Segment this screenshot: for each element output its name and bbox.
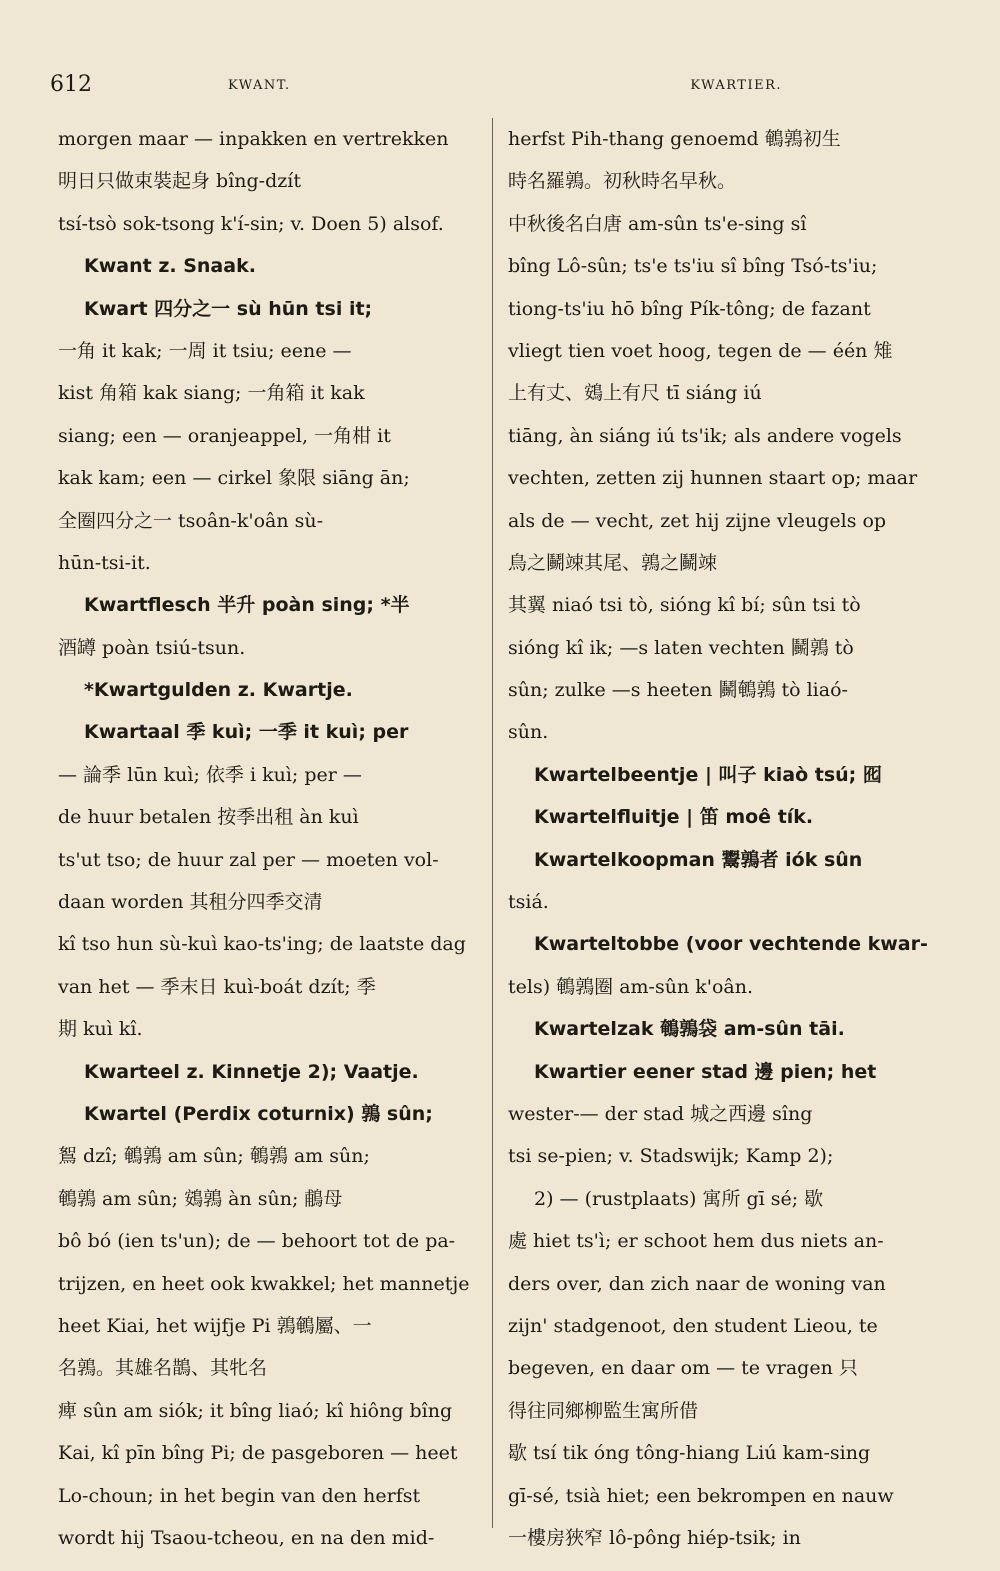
text-line: tsí-tsò sok-tsong k'í-sin; v. Doen 5) alsof. bbox=[58, 212, 444, 235]
page-number: 612 bbox=[50, 72, 92, 97]
text-line: wester-— der stad 城之西邊 sîng bbox=[508, 1102, 813, 1125]
text-line: vechten, zetten zij hunnen staart op; maar bbox=[508, 467, 918, 490]
text-line: zijn' stadgenoot, den student Lieou, te bbox=[508, 1314, 878, 1337]
text-line: 2) — (rustplaats) 寓所 gī sé; 歇 bbox=[534, 1187, 824, 1210]
text-line: daan worden 其租分四季交清 bbox=[58, 891, 323, 914]
text-line: tsiá. bbox=[508, 891, 549, 914]
right-column bbox=[508, 118, 938, 1559]
text-line: 酒罇 poàn tsiú-tsun. bbox=[58, 636, 246, 659]
text-line: morgen maar — inpakken en vertrekken bbox=[58, 128, 449, 150]
text-line: 全圈四分之一 tsoân-k'oân sù- bbox=[58, 509, 324, 532]
text-line: 其翼 niaó tsi tò, sióng kî bí; sûn tsi tò bbox=[508, 594, 861, 617]
text-line: Kwartaal 季 kuì; 一季 it kuì; per bbox=[84, 721, 409, 744]
text-line: kist 角箱 kak siang; 一角箱 it kak bbox=[58, 382, 365, 405]
text-line: wordt hij Tsaou-tcheou, en na den mid- bbox=[58, 1526, 435, 1549]
left-running-head: KWANT. bbox=[228, 78, 291, 93]
text-line: sûn. bbox=[508, 721, 549, 744]
text-line: 期 kuì kî. bbox=[58, 1018, 143, 1041]
text-line: Lo-choun; in het begin van den herfst bbox=[58, 1484, 421, 1507]
text-line: Kai, kî pīn bîng Pi; de pasgeboren — heet bbox=[58, 1442, 458, 1465]
text-line: *Kwartgulden z. Kwartje. bbox=[84, 679, 353, 702]
text-line: Kwartelfluitje | 笛 moê tík. bbox=[534, 806, 814, 829]
text-line: Kwartel (Perdix coturnix) 鶉 sûn; bbox=[84, 1102, 433, 1125]
page-header bbox=[50, 72, 960, 102]
text-line: 痺 sûn am siók; it bîng liaó; kî hiông bîng bbox=[58, 1399, 453, 1422]
text-line: tels) 鵪鶉圈 am-sûn k'oân. bbox=[508, 975, 754, 998]
text-line: Kwartelkoopman 鬻鶉者 iók sûn bbox=[534, 848, 863, 871]
text-line: Kwartflesch 半升 poàn sing; *半 bbox=[84, 594, 410, 617]
text-line: sûn; zulke —s heeten 鬭鵪鶉 tò liaó- bbox=[508, 679, 848, 702]
text-line: 上有丈、鴳上有尺 tī siáng iú bbox=[508, 382, 762, 405]
text-line: Kwarteel z. Kinnetje 2); Vaatje. bbox=[84, 1060, 419, 1083]
text-line: ts'ut tso; de huur zal per — moeten vol- bbox=[58, 848, 439, 871]
text-line: vliegt tien voet hoog, tegen de — één 雉 bbox=[508, 339, 893, 362]
text-line: Kwart 四分之一 sù hūn tsi it; bbox=[84, 297, 373, 320]
text-line: 明日只做束裝起身 bîng-dzít bbox=[58, 170, 301, 193]
text-line: de huur betalen 按季出租 àn kuì bbox=[58, 806, 359, 829]
column-divider bbox=[492, 118, 493, 1528]
text-line: tiong-ts'iu hō bîng Pík-tông; de fazant bbox=[508, 297, 871, 320]
text-line: gī-sé, tsià hiet; een bekrompen en nauw bbox=[508, 1484, 894, 1507]
text-line: kak kam; een — cirkel 象限 siāng ān; bbox=[58, 467, 410, 490]
text-line: als de — vecht, zet hij zijne vleugels op bbox=[508, 509, 887, 532]
text-line: — 論季 lūn kuì; 依季 i kuì; per — bbox=[58, 763, 362, 786]
text-line: Kwant z. Snaak. bbox=[84, 255, 256, 278]
text-line: bîng Lô-sûn; ts'e ts'iu sî bîng Tsó-ts'iu; bbox=[508, 255, 878, 278]
left-column bbox=[58, 118, 488, 1559]
text-line: Kwartier eener stad 邊 pien; het bbox=[534, 1060, 877, 1083]
text-line: begeven, en daar om — te vragen 只 bbox=[508, 1357, 858, 1380]
text-line: sióng kî ik; —s laten vechten 鬭鶉 tò bbox=[508, 636, 854, 659]
text-line: 鳥之鬭竦其尾、鶉之鬭竦 bbox=[508, 551, 718, 574]
right-running-head: KWARTIER. bbox=[690, 78, 782, 93]
text-line: trijzen, en heet ook kwakkel; het mannetje bbox=[58, 1272, 470, 1295]
text-line: 名鶉。其雄名鵲、其牝名 bbox=[58, 1357, 268, 1380]
text-line: 一樓房狹窄 lô-pông hiép-tsik; in bbox=[508, 1526, 801, 1549]
text-line: van het — 季末日 kuì-boát dzít; 季 bbox=[58, 975, 376, 998]
text-line: tsi se-pien; v. Stadswijk; Kamp 2); bbox=[508, 1145, 834, 1168]
text-line: 鴽 dzî; 鵪鶉 am sûn; 鵪鶉 am sûn; bbox=[58, 1145, 370, 1168]
text-line: 歇 tsí tik óng tông-hiang Liú kam-sing bbox=[508, 1442, 871, 1465]
text-line: Kwartelzak 鵪鶉袋 am-sûn tāi. bbox=[534, 1018, 845, 1041]
text-line: hūn-tsi-it. bbox=[58, 551, 151, 574]
text-line: bô bó (ien ts'un); de — behoort tot de pa- bbox=[58, 1230, 456, 1253]
text-line: herfst Pih-thang genoemd 鵪鶉初生 bbox=[508, 128, 841, 150]
text-line: 中秋後名白唐 am-sûn ts'e-sing sî bbox=[508, 212, 807, 235]
text-line: 時名羅鶉。初秋時名早秋。 bbox=[508, 170, 737, 193]
text-line: 得往同鄉柳監生寓所借 bbox=[508, 1399, 699, 1422]
text-line: heet Kiai, het wijfje Pi 鶉鵪屬、一 bbox=[58, 1314, 372, 1337]
text-line: 鵪鶉 am sûn; 鴳鶉 àn sûn; 鵏母 bbox=[58, 1187, 343, 1210]
text-line: siang; een — oranjeappel, 一角柑 it bbox=[58, 424, 391, 447]
text-line: 一角 it kak; 一周 it tsiu; eene — bbox=[58, 339, 352, 362]
text-line: tiāng, àn siáng iú ts'ik; als andere vogels bbox=[508, 424, 902, 447]
text-line: Kwarteltobbe (voor vechtende kwar- bbox=[534, 933, 928, 956]
text-line: ders over, dan zich naar de woning van bbox=[508, 1272, 886, 1295]
text-line: 處 hiet ts'ì; er schoot hem dus niets an- bbox=[508, 1230, 884, 1253]
text-line: kî tso hun sù-kuì kao-ts'ing; de laatste dag bbox=[58, 933, 466, 956]
text-line: Kwartelbeentje | 叫子 kiaò tsú; 囮 bbox=[534, 763, 882, 786]
